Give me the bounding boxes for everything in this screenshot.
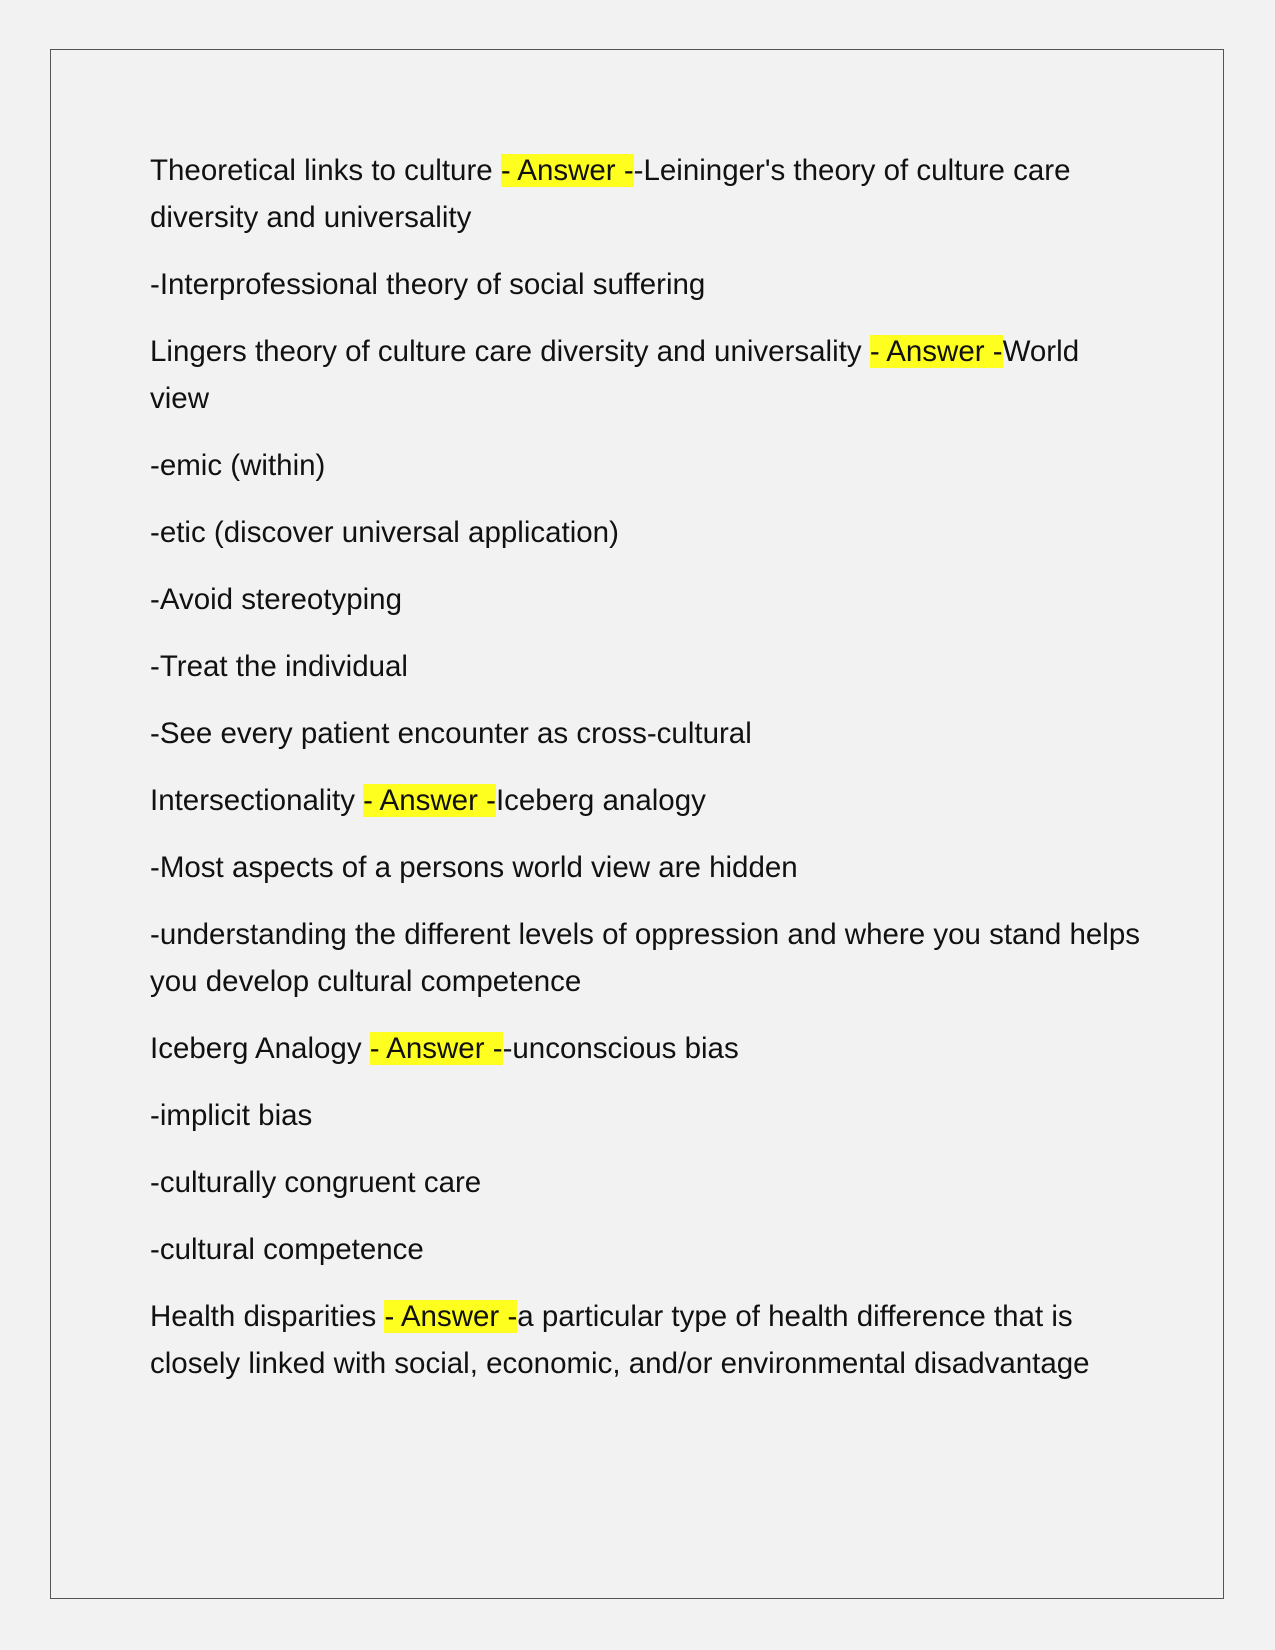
paragraph-treat-individual	[150, 643, 1140, 690]
line-text: -understanding the different levels of oppression and where you stand helps you develop cultural competence	[150, 918, 1140, 998]
line-text: -Interprofessional theory of social suffering	[150, 268, 706, 301]
line-text: -Most aspects of a persons world view are hidden	[150, 851, 798, 884]
line-text: -etic (discover universal application)	[150, 516, 619, 549]
paragraph-etic	[150, 509, 1140, 556]
paragraph-emic	[150, 442, 1140, 489]
paragraph-culturally-congruent	[150, 1159, 1140, 1206]
answer-text: -unconscious bias	[502, 1032, 739, 1065]
question-text: Health disparities	[150, 1300, 385, 1333]
answer-highlight: - Answer -	[384, 1300, 518, 1333]
paragraph-intersectionality	[150, 777, 1140, 824]
paragraph-levels-of-oppression	[150, 911, 1140, 1005]
paragraph-cultural-competence	[150, 1226, 1140, 1273]
answer-highlight: - Answer -	[363, 784, 496, 817]
answer-text: World view	[150, 335, 1080, 415]
question-text: Theoretical links to culture	[150, 154, 501, 187]
answer-highlight: - Answer -	[869, 335, 1003, 368]
question-text: Intersectionality	[150, 784, 364, 817]
paragraph-health-disparities	[150, 1293, 1140, 1387]
line-text: -emic (within)	[150, 449, 326, 482]
paragraph-implicit-bias	[150, 1092, 1140, 1139]
answer-text: a particular type of health difference that is closely linked with social, economic, and/or environmental disadvantage	[150, 1300, 1090, 1380]
line-text: -culturally congruent care	[150, 1166, 482, 1199]
paragraph-avoid-stereotyping	[150, 576, 1140, 623]
answer-text: -Leininger's theory of culture care diversity and universality	[150, 154, 1071, 234]
document-body	[150, 147, 1140, 1407]
paragraph-cross-cultural	[150, 710, 1140, 757]
question-text: Lingers theory of culture care diversity and universality	[150, 335, 870, 368]
line-text: -cultural competence	[150, 1233, 424, 1266]
paragraph-theoretical-links	[150, 147, 1140, 241]
line-text: -See every patient encounter as cross-cultural	[150, 717, 752, 750]
line-text: -implicit bias	[150, 1099, 313, 1132]
paragraph-lingers-theory	[150, 328, 1140, 422]
answer-text: Iceberg analogy	[495, 784, 706, 817]
paragraph-interprofessional	[150, 261, 1140, 308]
answer-highlight: - Answer -	[500, 154, 634, 187]
paragraph-hidden-world-view	[150, 844, 1140, 891]
line-text: -Treat the individual	[150, 650, 408, 683]
paragraph-iceberg-analogy	[150, 1025, 1140, 1072]
question-text: Iceberg Analogy	[150, 1032, 370, 1065]
answer-highlight: - Answer -	[369, 1032, 503, 1065]
line-text: -Avoid stereotyping	[150, 583, 402, 616]
